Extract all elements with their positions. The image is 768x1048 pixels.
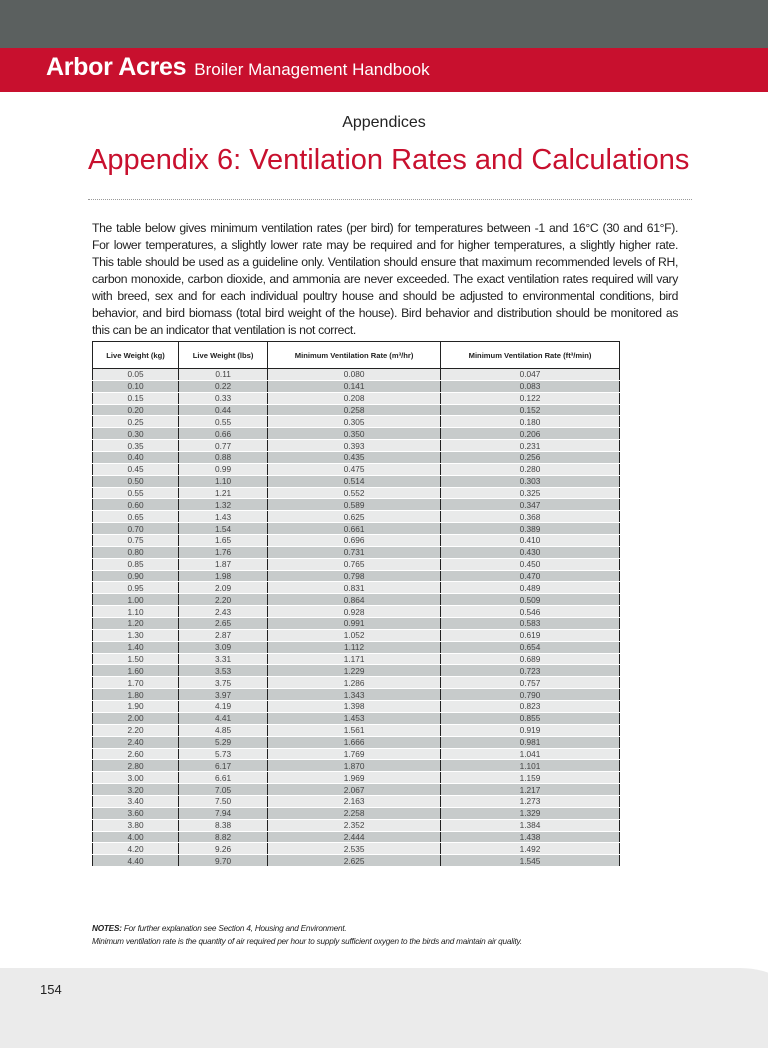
table-cell: 0.25 (93, 416, 179, 428)
table-cell: 3.60 (93, 807, 179, 819)
table-cell: 0.80 (93, 546, 179, 558)
table-cell: 0.831 (268, 582, 441, 594)
table-cell: 8.82 (179, 831, 268, 843)
table-cell: 1.10 (179, 475, 268, 487)
table-cell: 1.041 (441, 748, 620, 760)
table-cell: 0.583 (441, 618, 620, 630)
header-weight-lbs: Live Weight (lbs) (179, 342, 268, 369)
table-row (93, 582, 620, 594)
table-cell: 0.60 (93, 499, 179, 511)
table-cell: 0.864 (268, 594, 441, 606)
table-row (93, 523, 620, 535)
table-cell: 0.731 (268, 546, 441, 558)
table-cell: 1.438 (441, 831, 620, 843)
table-cell: 0.790 (441, 689, 620, 701)
table-cell: 0.470 (441, 570, 620, 582)
table-row (93, 606, 620, 618)
table-cell: 2.20 (93, 724, 179, 736)
table-cell: 1.80 (93, 689, 179, 701)
table-row (93, 855, 620, 867)
table-cell: 1.54 (179, 523, 268, 535)
table-row (93, 724, 620, 736)
table-cell: 0.435 (268, 452, 441, 464)
table-row (93, 701, 620, 713)
table-cell: 0.991 (268, 618, 441, 630)
table-cell: 3.31 (179, 653, 268, 665)
page-title: Appendix 6: Ventilation Rates and Calculations (88, 144, 690, 176)
table-cell: 0.10 (93, 380, 179, 392)
table-row (93, 831, 620, 843)
table-cell: 0.823 (441, 701, 620, 713)
table-row (93, 594, 620, 606)
table-cell: 2.60 (93, 748, 179, 760)
table-cell: 1.40 (93, 641, 179, 653)
table-cell: 0.368 (441, 511, 620, 523)
table-cell: 4.00 (93, 831, 179, 843)
table-cell: 0.325 (441, 487, 620, 499)
table-cell: 0.55 (179, 416, 268, 428)
table-cell: 1.453 (268, 712, 441, 724)
table-row (93, 463, 620, 475)
header-rate-ft3min: Minimum Ventilation Rate (ft³/min) (441, 342, 620, 369)
table-cell: 0.546 (441, 606, 620, 618)
table-cell: 2.163 (268, 795, 441, 807)
header-band (0, 48, 768, 92)
table-cell: 0.33 (179, 392, 268, 404)
table-cell: 0.083 (441, 380, 620, 392)
table-cell: 0.280 (441, 463, 620, 475)
table-cell: 3.09 (179, 641, 268, 653)
table-cell: 0.77 (179, 440, 268, 452)
table-cell: 1.769 (268, 748, 441, 760)
table-cell: 1.101 (441, 760, 620, 772)
table-cell: 0.661 (268, 523, 441, 535)
notes-line-1: For further explanation see Section 4, Housing and Environment. (123, 924, 347, 933)
table-cell: 0.85 (93, 558, 179, 570)
table-cell: 2.067 (268, 784, 441, 796)
table-row (93, 641, 620, 653)
table-cell: 1.561 (268, 724, 441, 736)
table-cell: 0.256 (441, 452, 620, 464)
table-cell: 0.231 (441, 440, 620, 452)
table-cell: 0.180 (441, 416, 620, 428)
header-rate-m3hr: Minimum Ventilation Rate (m³/hr) (268, 342, 441, 369)
table-cell: 0.55 (93, 487, 179, 499)
table-cell: 2.80 (93, 760, 179, 772)
table-cell: 0.509 (441, 594, 620, 606)
table-cell: 1.870 (268, 760, 441, 772)
table-row (93, 784, 620, 796)
table-cell: 0.305 (268, 416, 441, 428)
table-cell: 1.666 (268, 736, 441, 748)
table-cell: 0.208 (268, 392, 441, 404)
table-cell: 0.95 (93, 582, 179, 594)
table-cell: 9.26 (179, 843, 268, 855)
table-row (93, 452, 620, 464)
table-cell: 1.159 (441, 772, 620, 784)
table-cell: 1.545 (441, 855, 620, 867)
table-cell: 1.343 (268, 689, 441, 701)
table-cell: 0.70 (93, 523, 179, 535)
table-cell: 0.389 (441, 523, 620, 535)
table-row (93, 428, 620, 440)
table-cell: 0.45 (93, 463, 179, 475)
table-cell: 0.65 (93, 511, 179, 523)
table-cell: 1.98 (179, 570, 268, 582)
table-cell: 8.38 (179, 819, 268, 831)
table-cell: 1.43 (179, 511, 268, 523)
table-cell: 0.393 (268, 440, 441, 452)
handbook-subtitle: Broiler Management Handbook (194, 60, 430, 79)
table-cell: 0.514 (268, 475, 441, 487)
table-cell: 1.76 (179, 546, 268, 558)
table-cell: 1.969 (268, 772, 441, 784)
table-row (93, 712, 620, 724)
table-cell: 1.384 (441, 819, 620, 831)
ventilation-table (92, 341, 620, 867)
table-cell: 1.10 (93, 606, 179, 618)
table-cell: 3.20 (93, 784, 179, 796)
table-cell: 0.258 (268, 404, 441, 416)
table-cell: 0.430 (441, 546, 620, 558)
table-cell: 0.88 (179, 452, 268, 464)
table-row (93, 689, 620, 701)
table-cell: 2.258 (268, 807, 441, 819)
table-cell: 0.152 (441, 404, 620, 416)
table-cell: 2.87 (179, 629, 268, 641)
table-cell: 1.273 (441, 795, 620, 807)
table-cell: 1.70 (93, 677, 179, 689)
table-row (93, 416, 620, 428)
table-row (93, 499, 620, 511)
table-cell: 2.09 (179, 582, 268, 594)
table-cell: 0.141 (268, 380, 441, 392)
table-row (93, 843, 620, 855)
table-cell: 0.40 (93, 452, 179, 464)
table-cell: 1.60 (93, 665, 179, 677)
table-cell: 0.50 (93, 475, 179, 487)
table-cell: 0.11 (179, 369, 268, 381)
table-cell: 2.40 (93, 736, 179, 748)
brand-name: Arbor Acres (46, 53, 187, 81)
table-cell: 0.475 (268, 463, 441, 475)
table-cell: 1.052 (268, 629, 441, 641)
table-cell: 0.696 (268, 535, 441, 547)
table-cell: 0.619 (441, 629, 620, 641)
table-cell: 9.70 (179, 855, 268, 867)
table-cell: 0.489 (441, 582, 620, 594)
table-cell: 1.87 (179, 558, 268, 570)
table-row (93, 558, 620, 570)
table-cell: 4.41 (179, 712, 268, 724)
table-cell: 0.44 (179, 404, 268, 416)
section-label: Appendices (342, 114, 426, 131)
table-cell: 0.206 (441, 428, 620, 440)
table-row (93, 653, 620, 665)
notes-label: NOTES: (92, 924, 122, 933)
table-cell: 0.410 (441, 535, 620, 547)
table-cell: 1.398 (268, 701, 441, 713)
table-cell: 3.40 (93, 795, 179, 807)
table-cell: 4.85 (179, 724, 268, 736)
table-cell: 1.492 (441, 843, 620, 855)
table-cell: 2.535 (268, 843, 441, 855)
table-cell: 3.53 (179, 665, 268, 677)
table-cell: 0.90 (93, 570, 179, 582)
footer-band (0, 968, 768, 1048)
table-row (93, 369, 620, 381)
table-cell: 2.65 (179, 618, 268, 630)
table-cell: 1.20 (93, 618, 179, 630)
table-cell: 0.303 (441, 475, 620, 487)
table-cell: 3.97 (179, 689, 268, 701)
table-row (93, 404, 620, 416)
table-row (93, 819, 620, 831)
table-row (93, 677, 620, 689)
table-row (93, 511, 620, 523)
table-cell: 0.30 (93, 428, 179, 440)
notes-line-2: Minimum ventilation rate is the quantity of air required per hour to supply sufficient oxygen to the birds and maintain air quality. (92, 937, 522, 946)
table-cell: 2.20 (179, 594, 268, 606)
table-row (93, 380, 620, 392)
dotted-divider (88, 199, 692, 200)
table-row (93, 795, 620, 807)
table-cell: 0.22 (179, 380, 268, 392)
table-cell: 0.047 (441, 369, 620, 381)
table-cell: 2.352 (268, 819, 441, 831)
table-cell: 0.654 (441, 641, 620, 653)
table-cell: 1.32 (179, 499, 268, 511)
table-cell: 1.112 (268, 641, 441, 653)
table-row (93, 487, 620, 499)
table-cell: 1.90 (93, 701, 179, 713)
table-cell: 5.29 (179, 736, 268, 748)
table-cell: 0.589 (268, 499, 441, 511)
table-cell: 0.15 (93, 392, 179, 404)
table-cell: 0.350 (268, 428, 441, 440)
table-cell: 0.625 (268, 511, 441, 523)
table-row (93, 546, 620, 558)
table-cell: 0.347 (441, 499, 620, 511)
table-row (93, 748, 620, 760)
table-cell: 4.40 (93, 855, 179, 867)
table-cell: 0.05 (93, 369, 179, 381)
table-row (93, 807, 620, 819)
table-cell: 1.00 (93, 594, 179, 606)
table-cell: 1.30 (93, 629, 179, 641)
table-cell: 0.20 (93, 404, 179, 416)
table-row (93, 736, 620, 748)
table-cell: 0.981 (441, 736, 620, 748)
table-cell: 0.928 (268, 606, 441, 618)
table-cell: 0.919 (441, 724, 620, 736)
notes (92, 922, 522, 948)
table-cell: 2.625 (268, 855, 441, 867)
table-cell: 1.21 (179, 487, 268, 499)
header-weight-kg: Live Weight (kg) (93, 342, 179, 369)
table-cell: 3.75 (179, 677, 268, 689)
table-row (93, 535, 620, 547)
table-cell: 0.122 (441, 392, 620, 404)
table-cell: 1.286 (268, 677, 441, 689)
table-cell: 0.552 (268, 487, 441, 499)
top-bar (0, 0, 768, 48)
table-cell: 7.50 (179, 795, 268, 807)
table-row (93, 440, 620, 452)
table-cell: 0.75 (93, 535, 179, 547)
table-cell: 4.20 (93, 843, 179, 855)
table-header-row (93, 342, 620, 369)
table-cell: 1.229 (268, 665, 441, 677)
table-cell: 1.217 (441, 784, 620, 796)
table-row (93, 392, 620, 404)
table-row (93, 570, 620, 582)
table-cell: 7.94 (179, 807, 268, 819)
table-cell: 2.43 (179, 606, 268, 618)
table-cell: 0.35 (93, 440, 179, 452)
table-cell: 5.73 (179, 748, 268, 760)
table-cell: 0.855 (441, 712, 620, 724)
table-row (93, 760, 620, 772)
table-cell: 0.798 (268, 570, 441, 582)
table-cell: 4.19 (179, 701, 268, 713)
table-cell: 1.171 (268, 653, 441, 665)
table-cell: 7.05 (179, 784, 268, 796)
table-cell: 0.757 (441, 677, 620, 689)
table-cell: 2.00 (93, 712, 179, 724)
table-cell: 1.65 (179, 535, 268, 547)
table-cell: 6.17 (179, 760, 268, 772)
table-cell: 0.723 (441, 665, 620, 677)
table-row (93, 665, 620, 677)
table-row (93, 629, 620, 641)
table-row (93, 618, 620, 630)
table-row (93, 475, 620, 487)
table-cell: 2.444 (268, 831, 441, 843)
table-cell: 6.61 (179, 772, 268, 784)
table-cell: 0.99 (179, 463, 268, 475)
table-cell: 1.50 (93, 653, 179, 665)
table-cell: 0.689 (441, 653, 620, 665)
table-cell: 0.765 (268, 558, 441, 570)
page-number: 154 (40, 982, 62, 997)
table-cell: 3.80 (93, 819, 179, 831)
table-row (93, 772, 620, 784)
table-cell: 0.080 (268, 369, 441, 381)
table-cell: 3.00 (93, 772, 179, 784)
table-cell: 0.66 (179, 428, 268, 440)
table-cell: 1.329 (441, 807, 620, 819)
table-cell: 0.450 (441, 558, 620, 570)
intro-paragraph: The table below gives minimum ventilation rates (per bird) for temperatures between -1 and 16°C (30 and 61°F). For lower temperatures, a slightly lower rate may be required and for higher temperatures, a slightly higher rate. This table should be used as a guideline only. Ventilation should ensure that maximum recommended levels of RH, carbon monoxide, carbon dioxide, and ammonia are never exceeded. The exact ventilation rates required will vary with breed, sex and for each individual poultry house and should be adjusted to environmental conditions, bird behavior, and bird biomass (total bird weight of the house). Bird behavior and distribution should be monitored as this can be an indicator that ventilation is not correct. (92, 221, 678, 337)
